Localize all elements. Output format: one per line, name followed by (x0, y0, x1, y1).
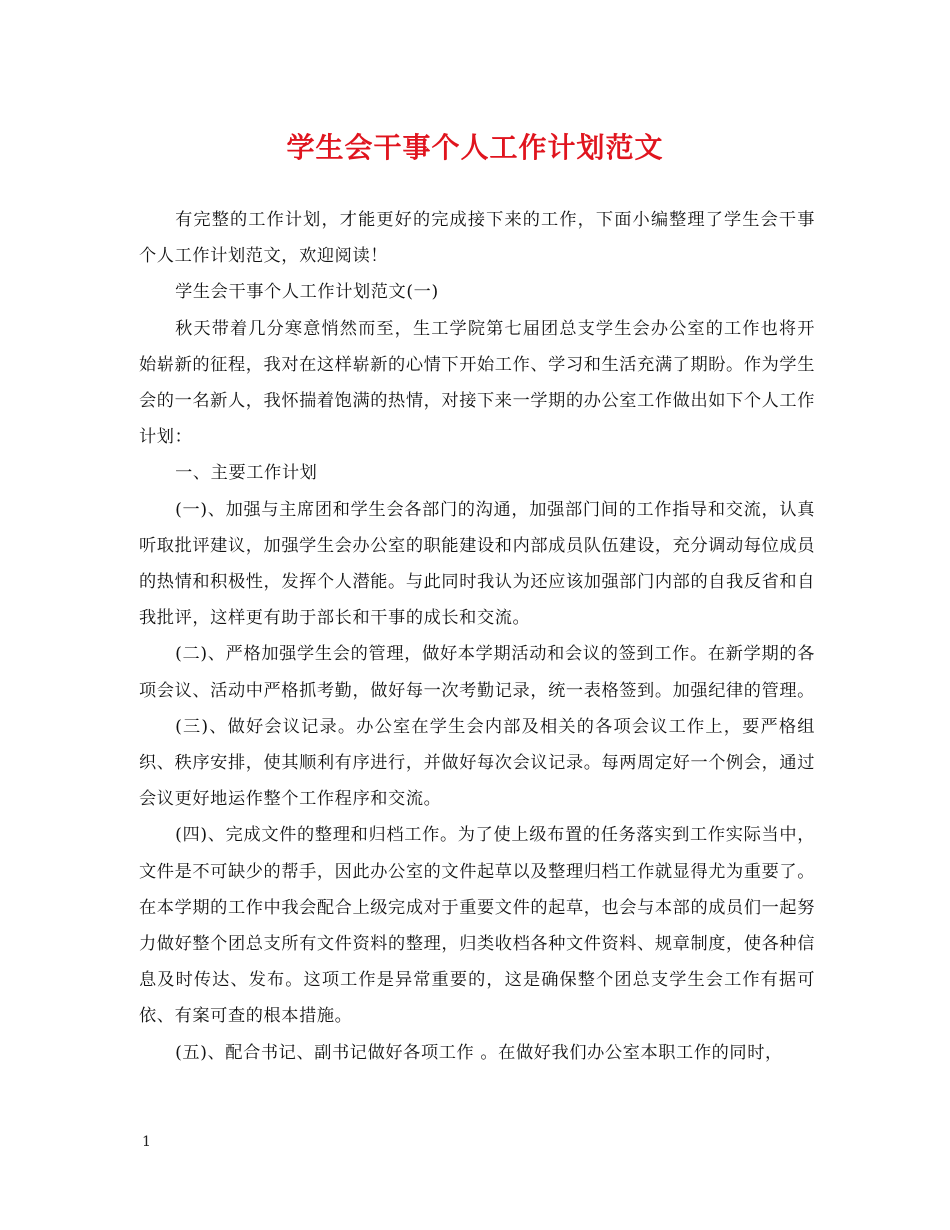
body-paragraph: (四)、完成文件的整理和归档工作。为了使上级布置的任务落实到工作实际当中，文件是不可缺少的帮手，因此办公室的文件起草以及整理归档工作就显得尤为重要了。在本学期的工作中我会配合上级完成对于重要文件的起草，也会与本部的成员们一起努力做好整个团总支所有文件资料的整理，归类收档各种文件资料、规章制度，使各种信息及时传达、发布。这项工作是异常重要的，这是确保整个团总支学生会工作有据可依、有案可查的根本措施。 (139, 825, 815, 1027)
body-paragraph: 秋天带着几分寒意悄然而至，生工学院第七届团总支学生会办公室的工作也将开始崭新的征程，我对在这样崭新的心情下开始工作、学习和生活充满了期盼。作为学生会的一名新人，我怀揣着饱满的热情，对接下来一学期的办公室工作做出如下个人工作计划： (139, 318, 815, 448)
section-heading-sample-one: 学生会干事个人工作计划范文(一) (175, 282, 439, 303)
section-heading-main-plan: 一、主要工作计划 (175, 463, 318, 484)
document-body (139, 202, 815, 1071)
intro-paragraph: 有完整的工作计划，才能更好的完成接下来的工作，下面小编整理了学生会干事个人工作计划范文，欢迎阅读！ (139, 210, 815, 267)
body-paragraph: (一)、加强与主席团和学生会各部门的沟通，加强部门间的工作指导和交流，认真听取批评建议，加强学生会办公室的职能建设和内部成员队伍建设，充分调动每位成员的热情和积极性，发挥个人潜能。与此同时我认为还应该加强部门内部的自我反省和自我批评，这样更有助于部长和干事的成长和交流。 (139, 499, 815, 629)
document-title: 学生会干事个人工作计划范文 (286, 131, 664, 164)
body-paragraph: (五)、配合书记、副书记做好各项工作 。在做好我们办公室本职工作的同时， (175, 1042, 783, 1063)
body-paragraph: (三)、做好会议记录。办公室在学生会内部及相关的各项会议工作上，要严格组织、秩序安排，使其顺利有序进行，并做好每次会议记录。每两周定好一个例会，通过会议更好地运作整个工作程序和交流。 (139, 716, 815, 810)
page-number: 1 (142, 1134, 151, 1150)
body-paragraph: (二)、严格加强学生会的管理，做好本学期活动和会议的签到工作。在新学期的各项会议、活动中严格抓考勤，做好每一次考勤记录，统一表格签到。加强纪律的管理。 (139, 644, 815, 701)
